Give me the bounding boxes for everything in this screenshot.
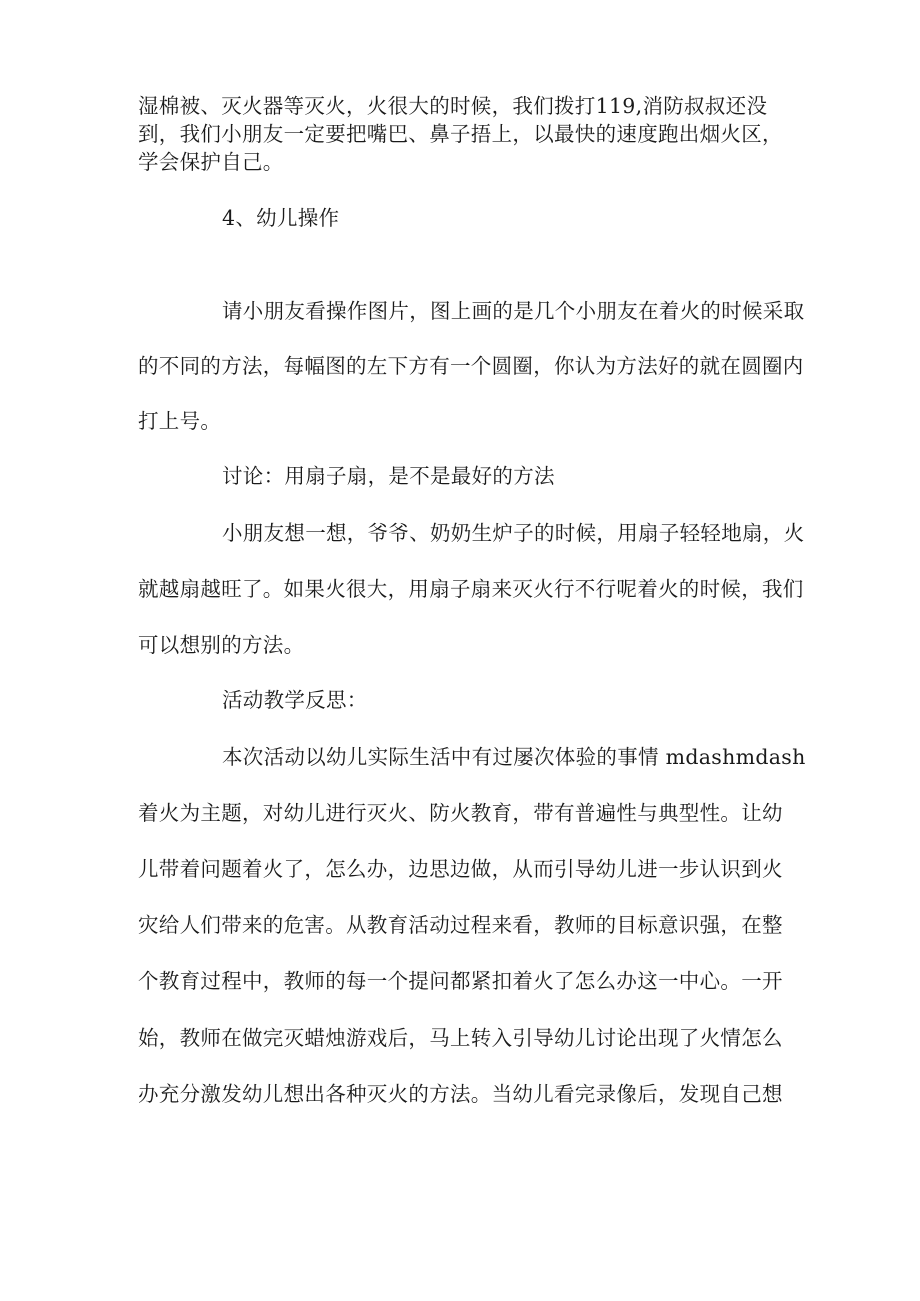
text-line: 始，教师在做完灭蜡烛游戏后，马上转入引导幼儿讨论出现了火情怎么 (138, 1026, 783, 1050)
section-heading: 4、幼儿操作 (222, 206, 340, 230)
text-line: 打上号。 (138, 409, 222, 433)
text-line: 请小朋友看操作图片，图上画的是几个小朋友在着火的时候采取 (222, 299, 805, 323)
text-line: 本次活动以幼儿实际生活中有过屡次体验的事情 mdashmdash (222, 745, 806, 769)
text-line: 灾给人们带来的危害。从教育活动过程来看，教师的目标意识强，在整 (138, 913, 783, 937)
text-line: 儿带着问题着火了，怎么办，边思边做，从而引导幼儿进一步认识到火 (138, 857, 783, 881)
text-line: 着火为主题，对幼儿进行灭火、防火教育，带有普遍性与典型性。让幼 (138, 801, 783, 825)
text-line: 学会保护自己。 (138, 150, 284, 174)
text-line: 的不同的方法，每幅图的左下方有一个圆圈，你认为方法好的就在圆圈内 (138, 354, 804, 378)
text-line: 个教育过程中，教师的每一个提问都紧扣着火了怎么办这一中心。一开 (138, 969, 783, 993)
text-line: 讨论：用扇子扇，是不是最好的方法 (222, 464, 555, 488)
text-line: 办充分激发幼儿想出各种灭火的方法。当幼儿看完录像后，发现自己想 (138, 1082, 783, 1106)
text-line: 就越扇越旺了。如果火很大，用扇子扇来灭火行不行呢着火的时候，我们 (138, 577, 804, 601)
text-line: 到，我们小朋友一定要把嘴巴、鼻子捂上，以最快的速度跑出烟火区， (138, 122, 783, 146)
text-line: 可以想别的方法。 (138, 633, 305, 657)
text-line: 小朋友想一想，爷爷、奶奶生炉子的时候，用扇子轻轻地扇，火 (222, 521, 805, 545)
text-line: 湿棉被、灭火器等灭火，火很大的时候，我们拨打119,消防叔叔还没 (138, 94, 768, 118)
section-heading: 活动教学反思： (222, 688, 368, 712)
